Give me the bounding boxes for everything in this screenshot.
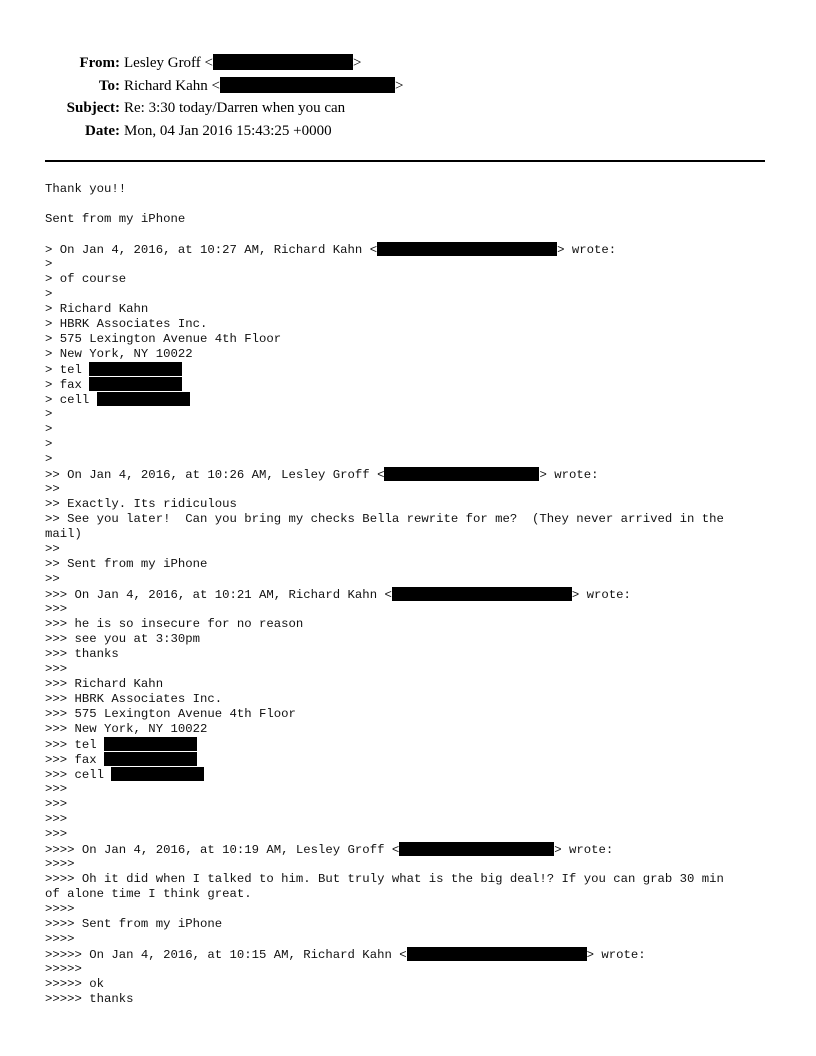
redaction-block — [407, 947, 587, 961]
body-line-text: >>>> Oh it did when I talked to him. But truly what is the big deal!? If you can grab 30 min — [45, 872, 724, 886]
body-line — [45, 332, 767, 347]
body-line — [45, 962, 767, 977]
body-line — [45, 257, 767, 272]
body-line-text: >>> — [45, 797, 68, 811]
body-line — [45, 407, 767, 422]
body-line-text: >> Sent from my iPhone — [45, 557, 208, 571]
redaction-block — [111, 767, 204, 781]
redaction-block — [89, 362, 182, 376]
body-line-text: Sent from my iPhone — [45, 212, 186, 226]
from-label: From: — [79, 55, 120, 71]
body-line — [45, 497, 767, 512]
subject-label: Subject: — [66, 100, 120, 116]
body-line-text: >>> tel — [45, 738, 105, 752]
date-row — [0, 120, 600, 143]
to-label: To: — [98, 77, 120, 94]
body-line-text: > On Jan 4, 2016, at 10:27 AM, Richard Kahn < — [45, 243, 378, 257]
to-row — [0, 75, 600, 98]
body-line — [45, 302, 767, 317]
body-line — [45, 767, 767, 782]
body-line-text: >>> — [45, 602, 68, 616]
body-line-text: >>> cell — [45, 768, 112, 782]
body-line — [45, 737, 767, 752]
body-line-text: >>>> Sent from my iPhone — [45, 917, 223, 931]
body-line-text: >>>>> On Jan 4, 2016, at 10:15 AM, Richard Kahn < — [45, 948, 407, 962]
body-line-text: >>> — [45, 812, 68, 826]
date-value: Mon, 04 Jan 2016 15:43:25 +0000 — [124, 122, 332, 139]
body-line — [45, 272, 767, 287]
body-line-text: >>> he is so insecure for no reason — [45, 617, 304, 631]
body-line — [45, 227, 767, 242]
body-line-text: >>> HBRK Associates Inc. — [45, 692, 223, 706]
body-line — [45, 182, 767, 197]
date-label: Date: — [85, 122, 120, 139]
body-line-text: > — [45, 437, 53, 451]
body-line — [45, 827, 767, 842]
body-line — [45, 692, 767, 707]
body-line-text: > fax — [45, 378, 90, 392]
subject-value: Re: 3:30 today/Darren when you can — [124, 100, 346, 116]
body-line — [45, 857, 767, 872]
header-divider — [45, 160, 765, 162]
body-line-text: mail) — [45, 527, 82, 541]
body-line-text: >>> fax — [45, 753, 105, 767]
body-line-text: > tel — [45, 363, 90, 377]
wrote-suffix: > wrote: — [571, 588, 631, 602]
redaction-block — [213, 54, 353, 70]
body-line — [45, 377, 767, 392]
body-line-text: >>> New York, NY 10022 — [45, 722, 208, 736]
body-line-text: >>>>> thanks — [45, 992, 134, 1006]
to-value — [124, 75, 403, 98]
body-line-text: >> — [45, 482, 60, 496]
subject-row — [0, 97, 600, 120]
body-line-text: >> — [45, 572, 60, 586]
body-line — [45, 647, 767, 662]
body-line — [45, 752, 767, 767]
body-line-text: >>> see you at 3:30pm — [45, 632, 200, 646]
body-line — [45, 782, 767, 797]
body-line-text: >> On Jan 4, 2016, at 10:26 AM, Lesley Groff < — [45, 468, 385, 482]
body-line — [45, 242, 767, 257]
redaction-block — [220, 77, 395, 93]
body-line — [45, 572, 767, 587]
redaction-block — [377, 242, 557, 256]
body-line — [45, 587, 767, 602]
to-name: Richard Kahn < — [124, 77, 220, 94]
body-line-text: >> — [45, 542, 60, 556]
from-row — [0, 52, 600, 75]
body-line-text: > — [45, 257, 53, 271]
body-line-text: >>> — [45, 827, 68, 841]
body-line — [45, 662, 767, 677]
wrote-suffix: > wrote: — [586, 948, 646, 962]
email-header — [0, 52, 600, 142]
body-line — [45, 902, 767, 917]
body-line — [45, 872, 767, 887]
body-line — [45, 557, 767, 572]
from-value — [124, 52, 361, 75]
body-line-text: >>>>> — [45, 962, 82, 976]
body-line — [45, 467, 767, 482]
body-line — [45, 437, 767, 452]
redaction-block — [97, 392, 190, 406]
body-line — [45, 287, 767, 302]
body-line-text: >> Exactly. Its ridiculous — [45, 497, 237, 511]
body-line-text: > of course — [45, 272, 127, 286]
body-line-text: > cell — [45, 393, 97, 407]
body-line — [45, 812, 767, 827]
redaction-block — [384, 467, 539, 481]
body-line — [45, 677, 767, 692]
body-line-text: >>>>> ok — [45, 977, 105, 991]
body-line — [45, 602, 767, 617]
body-line-text: > 575 Lexington Avenue 4th Floor — [45, 332, 282, 346]
from-name: Lesley Groff < — [124, 55, 213, 71]
body-line — [45, 212, 767, 227]
body-line-text: >>>> — [45, 932, 75, 946]
body-line — [45, 617, 767, 632]
body-line — [45, 527, 767, 542]
body-line-text: >>> On Jan 4, 2016, at 10:21 AM, Richard Kahn < — [45, 588, 392, 602]
body-line — [45, 422, 767, 437]
body-line-text: >>> Richard Kahn — [45, 677, 164, 691]
body-line — [45, 992, 767, 1007]
body-line — [45, 482, 767, 497]
body-line — [45, 722, 767, 737]
body-line — [45, 707, 767, 722]
body-line — [45, 512, 767, 527]
body-line — [45, 947, 767, 962]
body-line-text: > Richard Kahn — [45, 302, 149, 316]
body-line — [45, 917, 767, 932]
body-line — [45, 362, 767, 377]
body-line-text: > — [45, 422, 53, 436]
body-line-text: >>> thanks — [45, 647, 119, 661]
wrote-suffix: > wrote: — [554, 843, 614, 857]
body-line — [45, 797, 767, 812]
body-line-text: >>> — [45, 782, 68, 796]
body-line — [45, 347, 767, 362]
redaction-block — [399, 842, 554, 856]
email-body — [45, 182, 767, 1007]
body-line — [45, 887, 767, 902]
body-line-text: Thank you!! — [45, 182, 127, 196]
body-line-text: >> See you later! Can you bring my checks Bella rewrite for me? (They never arrived in the — [45, 512, 724, 526]
redaction-block — [104, 752, 197, 766]
body-line-text: > — [45, 407, 53, 421]
body-line — [45, 632, 767, 647]
body-line — [45, 392, 767, 407]
body-line — [45, 317, 767, 332]
wrote-suffix: > wrote: — [539, 468, 599, 482]
body-line — [45, 542, 767, 557]
body-line-text: > — [45, 452, 53, 466]
body-line-text: >>> — [45, 662, 68, 676]
body-line-text: >>> 575 Lexington Avenue 4th Floor — [45, 707, 296, 721]
body-line — [45, 452, 767, 467]
body-line-text: >>>> — [45, 857, 75, 871]
wrote-suffix: > wrote: — [557, 243, 617, 257]
body-line-text: > New York, NY 10022 — [45, 347, 193, 361]
from-close: > — [353, 55, 362, 71]
body-line — [45, 977, 767, 992]
body-line — [45, 932, 767, 947]
body-line-text: > — [45, 287, 53, 301]
redaction-block — [89, 377, 182, 391]
redaction-block — [104, 737, 197, 751]
body-line-text: >>>> — [45, 902, 75, 916]
body-line-text: of alone time I think great. — [45, 887, 252, 901]
body-line — [45, 842, 767, 857]
body-line-text: > HBRK Associates Inc. — [45, 317, 208, 331]
body-line — [45, 197, 767, 212]
body-line-text: >>>> On Jan 4, 2016, at 10:19 AM, Lesley Groff < — [45, 843, 400, 857]
to-close: > — [394, 77, 404, 94]
redaction-block — [392, 587, 572, 601]
